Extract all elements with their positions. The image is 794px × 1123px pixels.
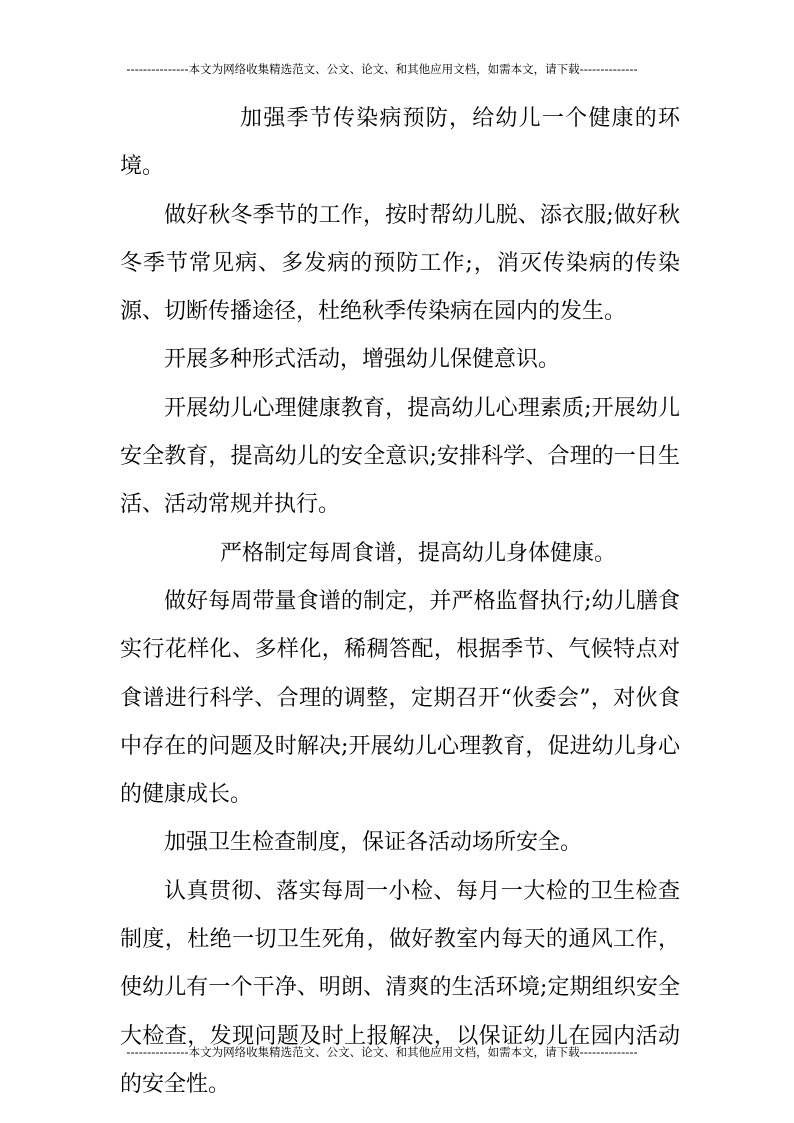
paragraph-psychological-education: 开展幼儿心理健康教育，提高幼儿心理素质;开展幼儿安全教育，提高幼儿的安全意识;安排科学、合理的一日生活、活动常规并执行。 xyxy=(120,395,680,518)
paragraph-heading-hygiene-inspection: 加强卫生检查制度，保证各活动场所安全。 xyxy=(164,830,583,856)
page-footer: ---------------本文为网络收集精选范文、公文、论文、和其他应用文档，如需本文，请下载-------------- xyxy=(126,1045,638,1059)
paragraph-heading-health-awareness: 开展多种形式活动，增强幼儿保健意识。 xyxy=(164,347,561,373)
paragraph-hygiene-details: 认真贯彻、落实每周一小检、每月一大检的卫生检查制度，杜绝一切卫生死角，做好教室内每天的通风工作，使幼儿有一个干净、明朗、清爽的生活环境;定期组织安全大检查，发现问题及时上报解决，以保证幼儿在园内活动的安全性。 xyxy=(120,878,680,1097)
paragraph-heading-weekly-menu: 严格制定每周食谱，提高幼儿身体健康。 xyxy=(220,540,617,566)
page-header: ---------------本文为网络收集精选范文、公文、论文、和其他应用文档，如需本文，请下载-------------- xyxy=(126,62,638,76)
paragraph-autumn-winter-work: 做好秋冬季节的工作，按时帮幼儿脱、添衣服;做好秋冬季节常见病、多发病的预防工作;，消灭传染病的传染源、切断传播途径，杜绝秋季传染病在园内的发生。 xyxy=(120,202,680,325)
paragraph-menu-details: 做好每周带量食谱的制定，并严格监督执行;幼儿膳食实行花样化、多样化，稀稠答配，根据季节、气候特点对食谱进行科学、合理的调整，定期召开“伙委会”，对伙食中存在的问题及时解决;开展幼儿心理教育，促进幼儿身心的健康成长。 xyxy=(120,588,680,808)
document-body xyxy=(120,95,680,1109)
paragraph-heading-disease-prevention: 加强季节传染病预防，给幼儿一个健康的环境。 xyxy=(120,106,680,180)
